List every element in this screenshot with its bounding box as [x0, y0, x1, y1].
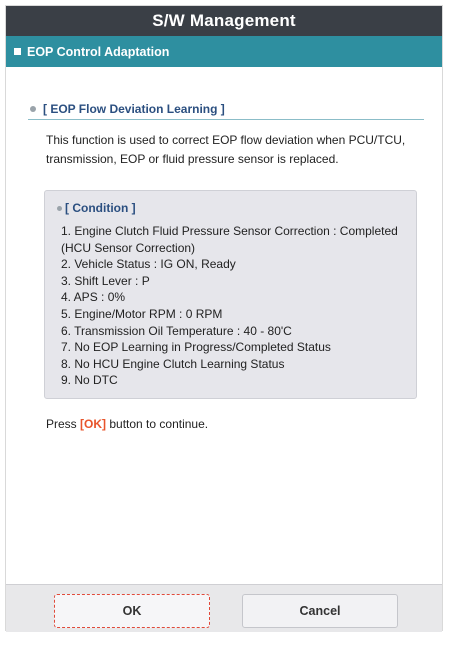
continue-prompt: [46, 417, 208, 431]
condition-item: 8. No HCU Engine Clutch Learning Status: [61, 356, 285, 371]
subheader-label: EOP Control Adaptation: [27, 44, 170, 59]
condition-title-text: [ Condition ]: [65, 201, 136, 215]
section-title-text: [ EOP Flow Deviation Learning ]: [43, 101, 225, 116]
window-title: S/W Management: [6, 6, 442, 36]
condition-item: 5. Engine/Motor RPM : 0 RPM: [61, 306, 223, 321]
condition-panel: [44, 190, 417, 399]
condition-item: 1. Engine Clutch Fluid Pressure Sensor Correction : Completed (HCU Sensor Correction): [61, 224, 398, 255]
condition-item: 7. No EOP Learning in Progress/Completed Status: [61, 340, 331, 355]
square-bullet-icon: [14, 48, 21, 55]
ok-button[interactable]: OK: [54, 594, 210, 628]
prompt-suffix: button to continue.: [106, 417, 209, 431]
prompt-ok-highlight: [OK]: [80, 417, 107, 431]
condition-heading: [57, 201, 404, 215]
section-heading: [28, 98, 424, 120]
condition-item: 9. No DTC: [61, 373, 118, 388]
dot-bullet-icon: [30, 106, 36, 112]
condition-item: 6. Transmission Oil Temperature : 40 - 80'C: [61, 323, 292, 338]
sw-management-window: [5, 5, 443, 631]
condition-list: [57, 223, 404, 389]
prompt-prefix: Press: [46, 417, 81, 431]
cancel-button[interactable]: Cancel: [242, 594, 398, 628]
condition-item: 2. Vehicle Status : IG ON, Ready: [61, 257, 236, 272]
dot-bullet-icon: [57, 206, 62, 211]
condition-item: 4. APS : 0%: [61, 290, 126, 305]
condition-item: 3. Shift Lever : P: [61, 273, 150, 288]
subheader-bar: [6, 36, 442, 67]
button-footer: [6, 584, 442, 632]
function-description: This function is used to correct EOP flow deviation when PCU/TCU, transmission, EOP or fluid pressure sensor is replaced.: [46, 133, 406, 166]
